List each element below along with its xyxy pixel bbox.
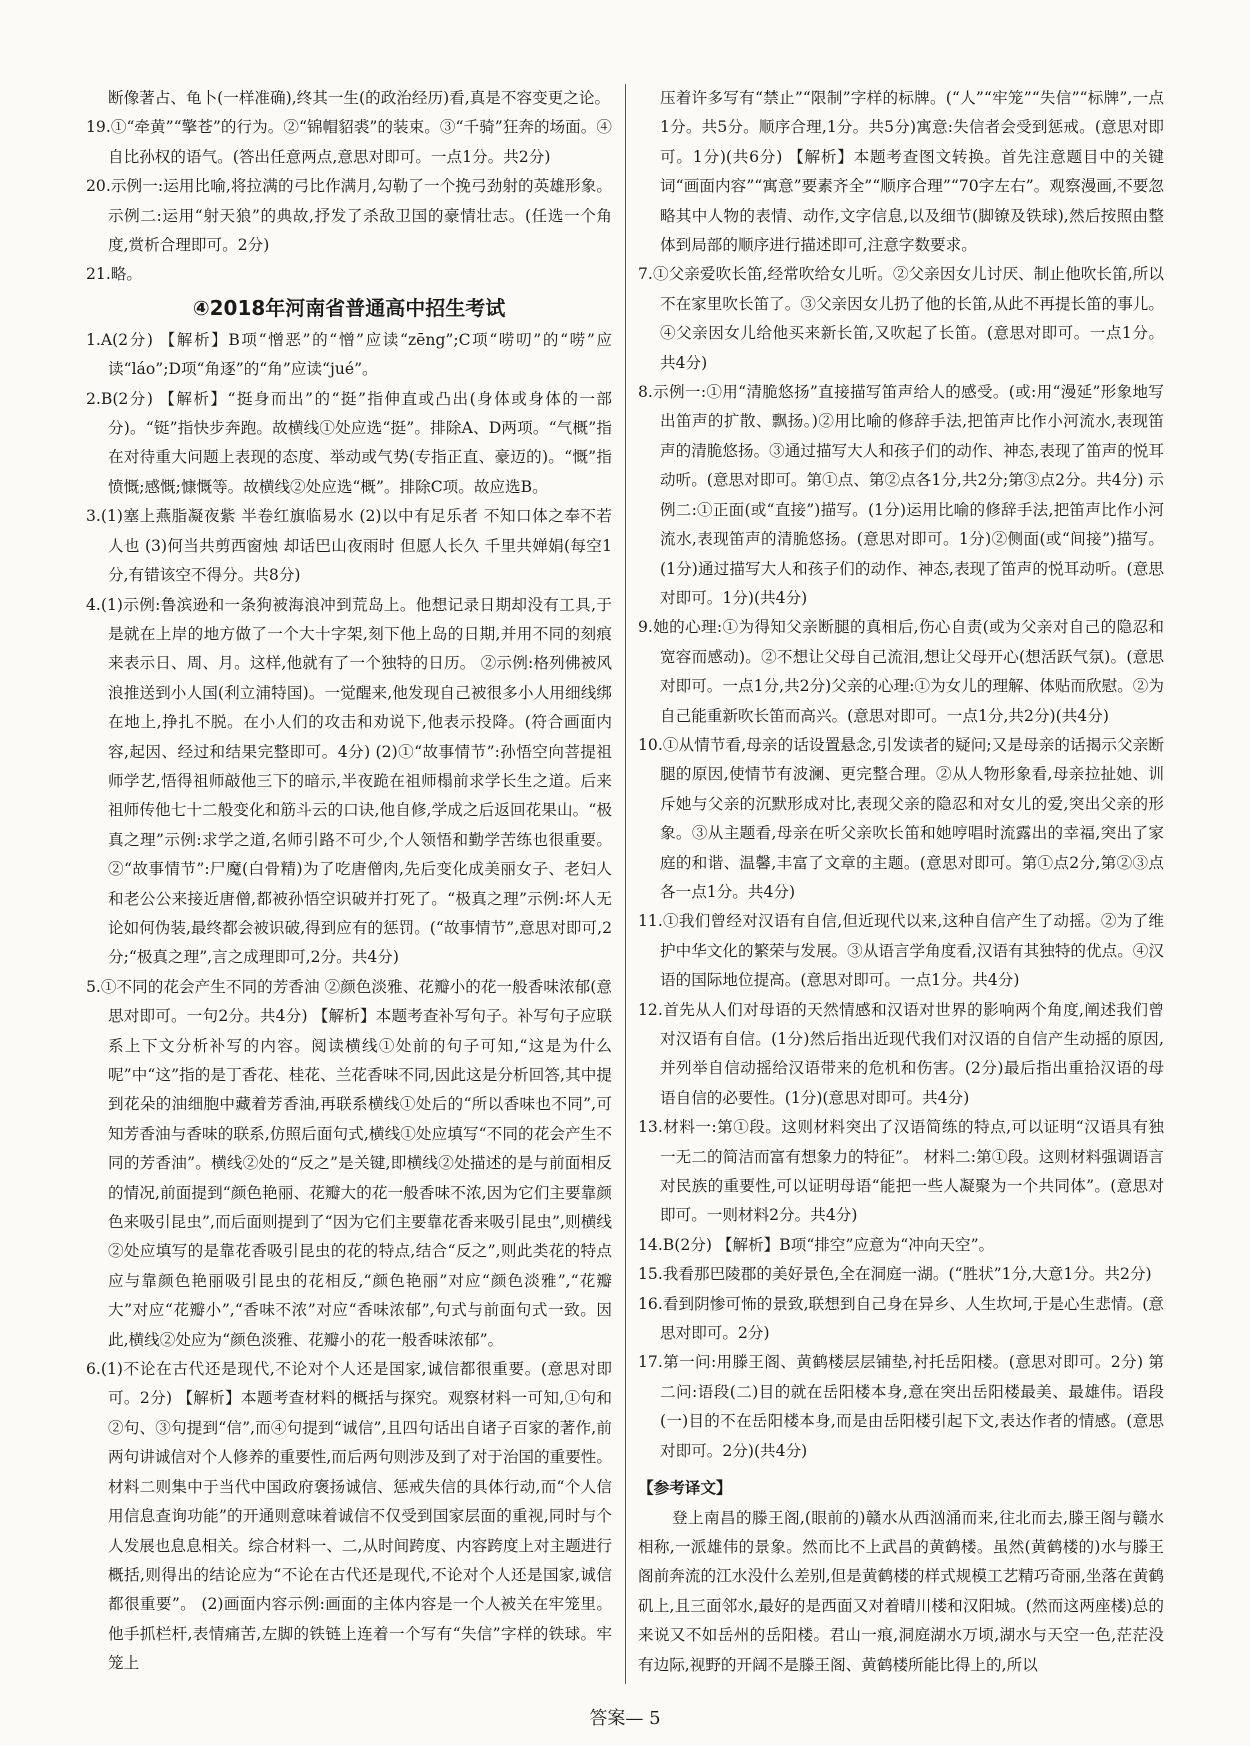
- answer-3: 3.(1)塞上燕脂凝夜紫 半卷红旗临易水 (2)以中有足乐者 不知口体之奉不若人也 (3)何当共剪西窗烛 却话巴山夜雨时 但愿人长久 千里共婵娟(每空1分,有错该空不得分。共8分): [86, 507, 612, 585]
- intro-text: 断像著占、龟卜(一样准确),终其一生(的政治经历)看,真是不容变更之论。: [108, 89, 611, 107]
- answer-6: 6.(1)不论在古代还是现代,不论对个人还是国家,诚信都很重要。(意思对即可。2分) 【解析】本题考查材料的概括与探究。观察材料一可知,①句和②句、③句提到“信”,而④句提到“诚信”,且四句话出自诸子百家的著作,前两句讲诚信对个人修养的重要性,而后两句则涉及到了对于治国的重要性。材料二则集中于当代中国政府褒扬诚信、惩戒失信的具体行动,而“个人信用信息查询功能”的开通则意味着诚信不仅受到国家层面的重视,同时与个人发展也息息相关。综合材料一、二,从时间跨度、内容跨度上对主题进行概括,则得出的结论应为“不论在古代还是现代,不论对个人还是国家,诚信都很重要”。 (2)画面内容示例:画面的主体内容是一个人被关在牢笼里。他手抓栏杆,表情痛苦,左脚的铁链上连着一个写有“失信”字样的铁球。牢笼上: [86, 1360, 612, 1673]
- section-title: ④2018年河南省普通高中招生考试: [192, 295, 506, 320]
- answer-21: 21.略。: [86, 265, 142, 284]
- answer-15: 15.我看那巴陵郡的美好景色,全在洞庭一湖。(“胜状”1分,大意1分。共2分): [638, 1265, 1152, 1284]
- answer-4: 4.(1)示例:鲁滨逊和一条狗被海浪冲到荒岛上。他想记录日期却没有工具,于是就在上岸的地方做了一个大十字架,刻下他上岛的日期,并用不同的刻痕来表示日、周、月。这样,他就有了一个独特的日历。 ②示例:格列佛被风浪推送到小人国(利立浦特国)。一觉醒来,他发现自己被很多小人用细线绑在地上,挣扎不脱。在小人们的攻击和劝说下,他表示投降。(符合画面内容,起因、经过和结果完整即可。4分) (2)①“故事情节”:孙悟空向菩提祖师学艺,悟得祖师敲他三下的暗示,半夜跪在祖师榻前求学长生之道。后来祖师传他七十二般变化和筋斗云的口诀,他自修,学成之后返回花果山。“极真之理”示例:求学之道,名师引路不可少,个人领悟和勤学苦练也很重要。②“故事情节”:尸魔(白骨精)为了吃唐僧肉,先后变化成美丽女子、老妇人和老公公来接近唐僧,都被孙悟空识破并打死了。“极真之理”示例:坏人无论如何伪装,最终都会被识破,得到应有的惩罚。(“故事情节”,意思对即可,2分;“极真之理”,言之成理即可,2分。共4分): [86, 595, 612, 967]
- answer-13: 13.材料一:第①段。这则材料突出了汉语简练的特点,可以证明“汉语具有独一无二的简洁而富有想象力的特征”。 材料二:第①段。这则材料强调语言对民族的重要性,可以证明母语“能把一些人凝聚为一个共同体”。(意思对即可。一则材料2分。共4分): [638, 1118, 1164, 1225]
- answer-12: 12.首先从人们对母语的天然情感和汉语对世界的影响两个角度,阐述我们曾对汉语有自信。(1分)然后指出近现代我们对汉语的自信产生动摇的原因,并列举自信动摇给汉语带来的危机和伤害。(2分)最后指出重拾汉语的母语自信的必要性。(1分)(意思对即可。共4分): [638, 1000, 1164, 1107]
- left-column: [86, 84, 612, 1679]
- answer-9: 9.她的心理:①为得知父亲断腿的真相后,伤心自责(或为父亲对自己的隐忍和宽容而感动)。②不想让父母自己流泪,想让父母开心(想活跃气氛)。(意思对即可。一点1分,共2分)父亲的心理:①为女儿的理解、体贴而欣慰。②为自己能重新吹长笛而高兴。(意思对即可。一点1分,共2分)(共4分): [638, 618, 1164, 725]
- right-column: [638, 84, 1164, 1680]
- answer-11: 11.①我们曾经对汉语有自信,但近现代以来,这种自信产生了动摇。②为了维护中华文化的繁荣与发展。③从语言学角度看,汉语有其独特的优点。④汉语的国际地位提高。(意思对即可。一点1分。共4分): [638, 912, 1164, 990]
- answer-2: 2.B(2分) 【解析】“挺身而出”的“挺”指伸直或凸出(身体或身体的一部分)。“铤”指快步奔跑。故横线①处应选“挺”。排除A、D两项。“气概”指在对待重大问题上表现的态度、举动或气势(专指正直、豪迈的)。“慨”指愤慨;感慨;慷慨等。故横线②处应选“概”。排除C项。故应选B。: [86, 389, 612, 496]
- answer-20: 20.示例一:运用比喻,将拉满的弓比作满月,勾勒了一个挽弓劲射的英雄形象。 示例二:运用“射天狼”的典故,抒发了杀敌卫国的豪情壮志。(任选一个角度,赏析合理即可。2分): [86, 177, 612, 255]
- answer-5: 5.①不同的花会产生不同的芳香油 ②颜色淡雅、花瓣小的花一般香味浓郁(意思对即可。一句2分。共4分) 【解析】本题考查补写句子。补写句子应联系上下文分析补写的内容。阅读横线①处前的句子可知,“这是为什么呢”中“这”指的是丁香花、桂花、兰花香味不同,因此这是分析回答,其中提到花朵的油细胞中藏着芳香油,再联系横线①处后的“所以香味也不同”,可知芳香油与香味的联系,仿照后面句式,横线①处应填写“不同的花会产生不同的芳香油”。横线②处的“反之”是关键,即横线②处描述的是与前面相反的情况,前面提到“颜色艳丽、花瓣大的花一般香味不浓,因为它们主要靠颜色来吸引昆虫”,而后面则提到了“因为它们主要靠花香来吸引昆虫”,则横线②处应填写的是靠花香吸引昆虫的花的特点,结合“反之”,则此类花的特点应与靠颜色艳丽吸引昆虫的花相反,“颜色艳丽”对应“颜色淡雅”,“花瓣大”对应“花瓣小”,“香味不浓”对应“香味浓郁”,句式与前面句式一致。因此,横线②处应为“颜色淡雅、花瓣小的花一般香味浓郁”。: [86, 977, 612, 1349]
- answer-1: 1.A(2分) 【解析】B项“憎恶”的“憎”应读“zēng”;C项“唠叨”的“唠”应读“láo”;D项“角逐”的“角”应读“jué”。: [86, 330, 612, 379]
- answer-14: 14.B(2分) 【解析】B项“排空”应意为“冲向天空”。: [638, 1235, 995, 1254]
- answer-19: 19.①“牵黄”“擎苍”的行为。②“锦帽貂裘”的装束。③“千骑”狂奔的场面。④自比孙权的语气。(答出任意两点,意思对即可。一点1分。共2分): [86, 118, 612, 166]
- answer-17: 17.第一问:用滕王阁、黄鹤楼层层铺垫,衬托岳阳楼。(意思对即可。2分) 第二问:语段(二)目的就在岳阳楼本身,意在突出岳阳楼最美、最雄伟。语段(一)目的不在岳阳楼本身,而是由岳阳楼引起下文,表达作者的情感。(意思对即可。2分)(共4分): [638, 1353, 1164, 1460]
- reference-translation-title: 【参考译文】: [638, 1479, 732, 1498]
- answer-page: [86, 84, 1166, 1694]
- page-footer: 答案— 5: [589, 1708, 661, 1729]
- answer-7: 7.①父亲爱吹长笛,经常吹给女儿听。②父亲因女儿讨厌、制止他吹长笛,所以不在家里吹长笛了。③父亲因女儿扔了他的长笛,从此不再提长笛的事儿。④父亲因女儿给他买来新长笛,又吹起了长笛。(意思对即可。一点1分。共4分): [638, 265, 1164, 372]
- column-divider: [625, 84, 626, 1684]
- answer-8: 8.示例一:①用“清脆悠扬”直接描写笛声给人的感受。(或:用“漫延”形象地写出笛声的扩散、飘扬。)②用比喻的修辞手法,把笛声比作小河流水,表现笛声的清脆悠扬。③通过描写大人和孩子们的动作、神态,表现了笛声的悦耳动听。(意思对即可。第①点、第②点各1分,共2分;第③点2分。共4分) 示例二:①正面(或“直接”)描写。(1分)运用比喻的修辞手法,把笛声比作小河流水,表现笛声的清脆悠扬。(意思对即可。1分)②侧面(或“间接”)描写。(1分)通过描写大人和孩子们的动作、神态,表现了笛声的悦耳动听。(意思对即可。1分)(共4分): [638, 383, 1164, 607]
- reference-translation-text: 登上南昌的滕王阁,(眼前的)赣水从西汹涌而来,往北而去,滕王阁与赣水相称,一派雄伟的景象。然而比不上武昌的黄鹤楼。虽然(黄鹤楼的)水与滕王阁前奔流的江水没什么差别,但是黄鹤楼的样式规模工艺精巧奇丽,坐落在黄鹤矶上,且三面邻水,最好的是西面又对着晴川楼和汉阳城。(然而这两座楼)总的来说又不如岳州的岳阳楼。君山一痕,洞庭湖水万顷,湖水与天空一色,茫茫没有边际,视野的开阔不是滕王阁、黄鹤楼所能比得上的,所以: [638, 1508, 1164, 1674]
- answer-6-continued: 压着许多写有“禁止”“限制”字样的标牌。(“人”“牢笼”“失信”“标牌”,一点1分。共5分。顺序合理,1分。共5分)寓意:失信者会受到惩戒。(意思对即可。1分)(共6分) 【解析】本题考查图文转换。首先注意题目中的关键词“画面内容”“寓意”要素齐全”“顺序合理”“70字左右”。观察漫画,不要忽略其中人物的表情、动作,文字信息,以及细节(脚镣及铁球),然后按照由整体到局部的顺序进行描述即可,注意字数要求。: [660, 89, 1164, 255]
- answer-10: 10.①从情节看,母亲的话设置悬念,引发读者的疑问;又是母亲的话揭示父亲断腿的原因,使情节有波澜、更完整合理。②从人物形象看,母亲拉扯她、训斥她与父亲的沉默形成对比,表现父亲的隐忍和对女儿的爱,突出父亲的形象。③从主题看,母亲在听父亲吹长笛和她哼唱时流露出的幸福,突出了家庭的和谐、温馨,丰富了文章的主题。(意思对即可。第①点2分,第②③点各一点1分。共4分): [638, 735, 1164, 901]
- answer-16: 16.看到阴惨可怖的景致,联想到自己身在异乡、人生坎坷,于是心生悲情。(意思对即可。2分): [638, 1294, 1164, 1343]
